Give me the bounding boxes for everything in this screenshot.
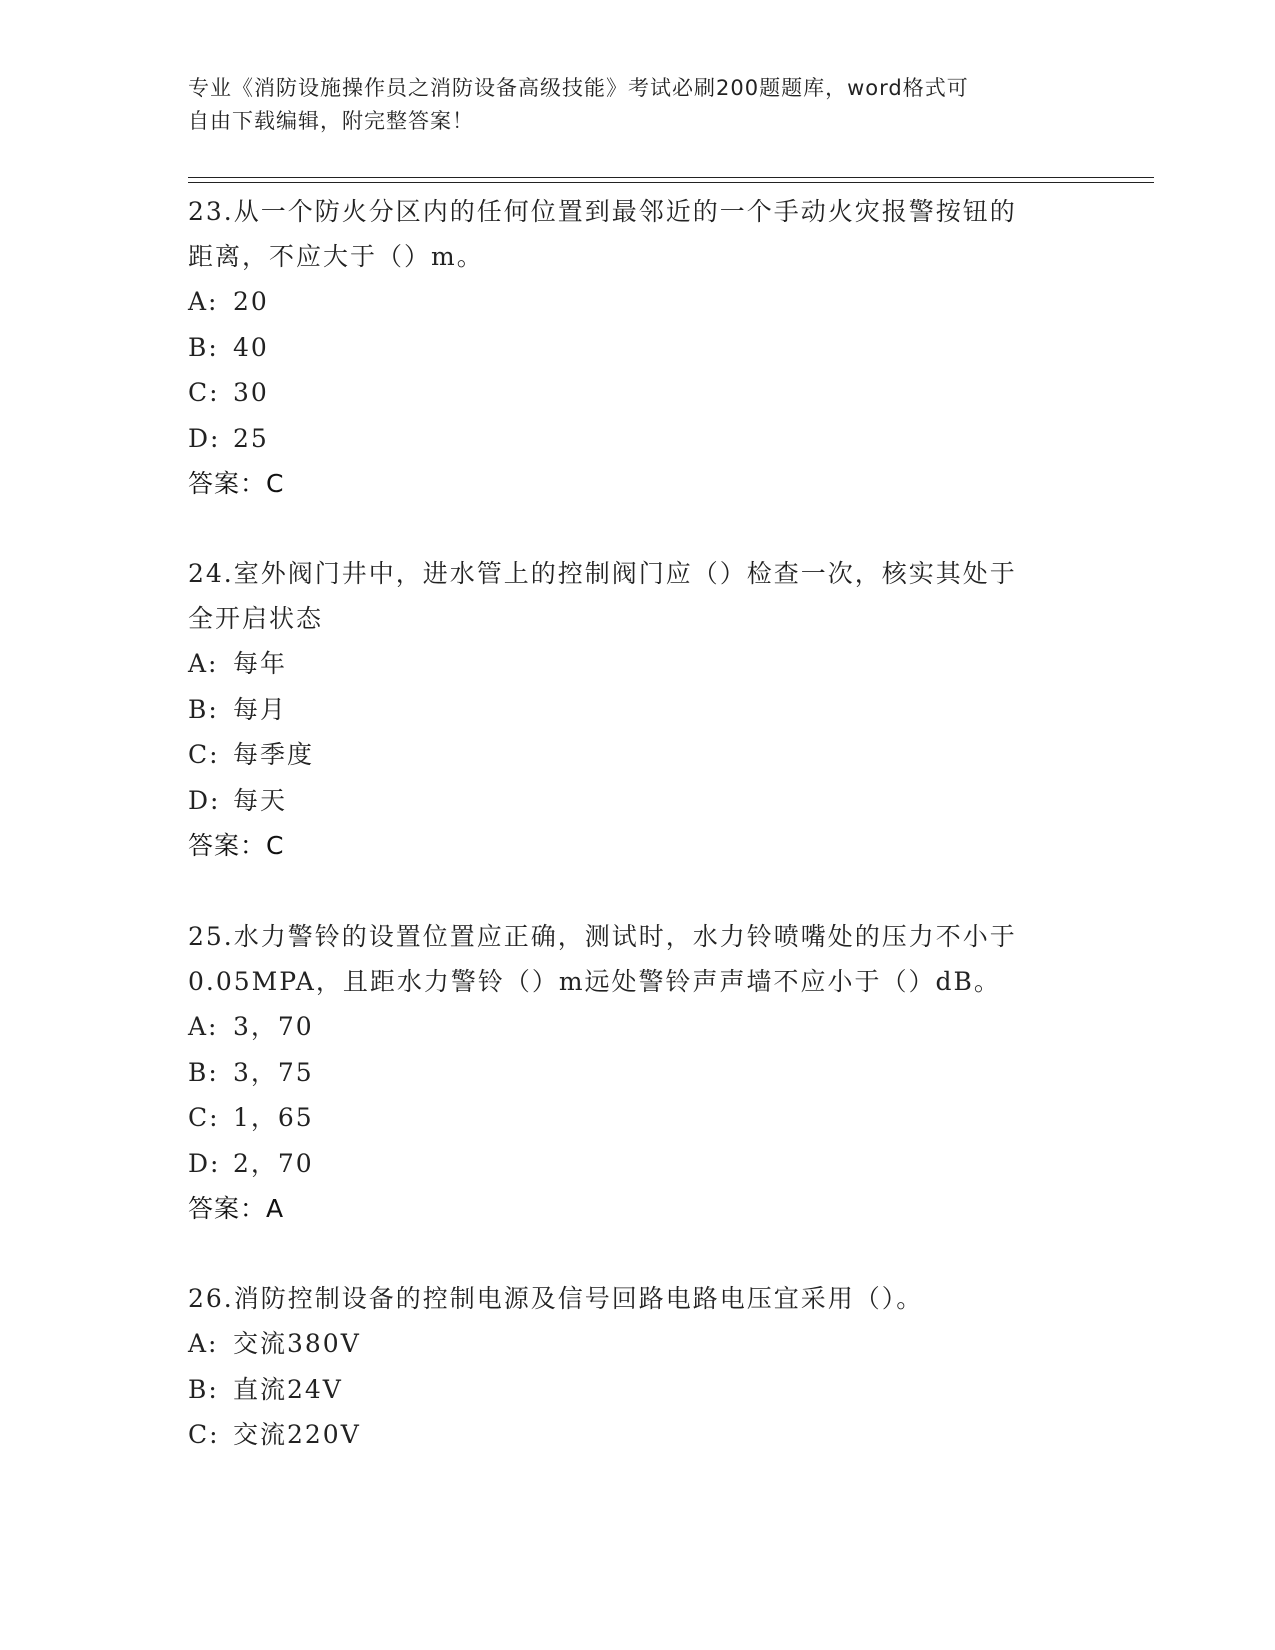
- question-stem-line: 全开启状态: [188, 604, 324, 633]
- question-stem: [188, 1276, 1088, 1321]
- option-text: 交流220V: [233, 1420, 361, 1449]
- option-text: 30: [233, 378, 269, 407]
- answer-line: 答案：C: [188, 469, 285, 498]
- question-24: [188, 551, 1088, 868]
- option-b: [188, 325, 1088, 371]
- option-letter: D:: [188, 785, 221, 815]
- question-stem: [188, 551, 1088, 641]
- option-letter: C:: [188, 1420, 220, 1449]
- option-text: 2，70: [233, 1148, 314, 1178]
- option-text: 直流24V: [233, 1374, 343, 1404]
- option-c: [188, 1412, 1088, 1458]
- option-text: 1，65: [233, 1103, 314, 1132]
- option-text: 每月: [233, 694, 288, 724]
- option-letter: C:: [188, 1103, 220, 1132]
- option-b: [188, 1050, 1088, 1096]
- option-letter: B:: [188, 1057, 219, 1087]
- question-stem-line: 26.消防控制设备的控制电源及信号回路电路电压宜采用（）。: [188, 1284, 924, 1313]
- header-line-2: 自由下载编辑，附完整答案！: [188, 109, 474, 133]
- option-text: 40: [233, 332, 269, 362]
- option-letter: A:: [188, 1329, 219, 1358]
- header-divider-bottom: [188, 182, 1154, 183]
- document-header: [188, 72, 1068, 138]
- option-letter: C:: [188, 740, 220, 769]
- option-letter: D:: [188, 423, 221, 453]
- option-text: 每年: [233, 649, 288, 678]
- option-b: [188, 1367, 1088, 1413]
- option-letter: D:: [188, 1148, 221, 1178]
- question-stem-line: 25.水力警铃的设置位置应正确，测试时，水力铃喷嘴处的压力不小于: [188, 922, 1017, 951]
- answer-line: 答案：A: [188, 1194, 285, 1223]
- option-letter: A:: [188, 649, 219, 678]
- question-stem-line: 24.室外阀门井中，进水管上的控制阀门应（）检查一次，核实其处于: [188, 559, 1017, 588]
- question-23: [188, 189, 1088, 506]
- header-line-1: 专业《消防设施操作员之消防设备高级技能》考试必刷200题题库，word格式可: [188, 76, 969, 100]
- question-stem: [188, 914, 1088, 1004]
- option-text: 20: [233, 287, 269, 316]
- question-stem: [188, 189, 1088, 279]
- option-a: [188, 1321, 1088, 1367]
- answer-line: 答案：C: [188, 831, 285, 860]
- option-text: 3，75: [233, 1057, 314, 1087]
- option-a: [188, 279, 1088, 325]
- option-b: [188, 687, 1088, 733]
- option-text: 每天: [233, 785, 288, 815]
- option-c: [188, 732, 1088, 778]
- option-letter: B:: [188, 694, 219, 724]
- option-d: [188, 1141, 1088, 1187]
- option-letter: A:: [188, 1012, 219, 1041]
- option-letter: A:: [188, 287, 219, 316]
- option-letter: B:: [188, 1374, 219, 1404]
- option-c: [188, 1095, 1088, 1141]
- question-stem-line: 距离，不应大于（）m。: [188, 242, 484, 271]
- question-26: [188, 1276, 1088, 1458]
- option-a: [188, 641, 1088, 687]
- option-text: 3，70: [233, 1012, 314, 1041]
- option-d: [188, 416, 1088, 462]
- question-25: [188, 914, 1088, 1231]
- option-letter: C:: [188, 378, 220, 407]
- question-stem-line: 23.从一个防火分区内的任何位置到最邻近的一个手动火灾报警按钮的: [188, 197, 1017, 226]
- header-divider-top: [188, 177, 1154, 178]
- option-c: [188, 370, 1088, 416]
- option-a: [188, 1004, 1088, 1050]
- option-text: 交流380V: [233, 1329, 361, 1358]
- question-stem-line: 0.05MPA，且距水力警铃（）m远处警铃声声墙不应小于（）dB。: [188, 967, 1001, 996]
- option-text: 25: [233, 423, 269, 453]
- option-text: 每季度: [233, 740, 315, 769]
- option-d: [188, 778, 1088, 824]
- option-letter: B:: [188, 332, 219, 362]
